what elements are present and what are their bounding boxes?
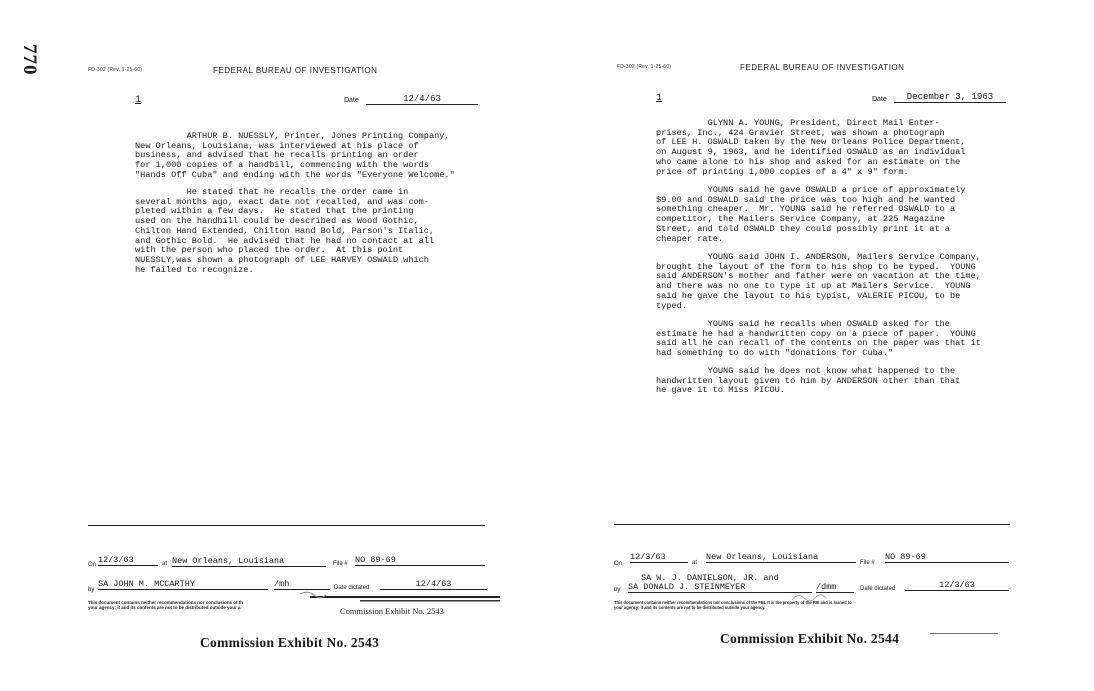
file-number: NO 89-69 xyxy=(355,555,485,566)
file-label: File # xyxy=(860,560,875,566)
agency-header: FEDERAL BUREAU OF INVESTIGATION xyxy=(213,66,378,75)
disclaimer-line: your agency; it and its contents are not to be distributed outside your a xyxy=(88,605,241,610)
location: New Orleans, Louisiana xyxy=(172,556,326,567)
by-label: by xyxy=(88,587,95,593)
page-indicator: 1 xyxy=(656,93,663,104)
file-number: NO 89-69 xyxy=(885,552,1009,563)
date-dictated: 12/4/63 xyxy=(380,579,487,590)
body-paragraph: GLYNN A. YOUNG, President, Direct Mail Enter- prises, Inc., 424 Gravier Street, was shown a photograph of LEE H. OSWALD taken by the New Orleans Police Department, on August 9, 1963, and he identified OSWALD as an individual who came alone to his shop and asked for an estimate on the price of printing 1,000 copies of a 4" x 9" form. xyxy=(656,118,966,177)
page-number: 770 xyxy=(19,44,40,76)
date-dictated-label: Date dictated xyxy=(334,585,370,591)
body-paragraph: YOUNG said he does not know what happened to the handwritten layout given to him by ANDERSON other than that he gave it to Miss PICOU. xyxy=(656,366,961,396)
handwritten-exhibit-note: Commission Exhibit No. 2543 xyxy=(340,606,444,616)
typist-initials: /mh xyxy=(274,579,330,590)
on-label: On xyxy=(88,562,97,568)
body-paragraph: YOUNG said JOHN I. ANDERSON, Mailers Service Company, brought the layout of the form to his shop to be typed. YOUNG said ANDERSON's mother and father were on vacation at the time, and there was no one to type it up at Mailers Service. YOUNG said he gave the layout to his typist, VALERIE PICOU, to be typed. xyxy=(656,252,981,311)
by-label: by xyxy=(614,587,621,593)
form-number: FD-302 (Rev. 1-25-60) xyxy=(617,64,672,70)
agent-name-line1: SA W. J. DANIELSON, JR. and xyxy=(641,573,779,583)
date-dictated-label: Date dictated xyxy=(860,586,896,592)
agency-header: FEDERAL BUREAU OF INVESTIGATION xyxy=(740,63,905,72)
body-paragraph: YOUNG said he gave OSWALD a price of approximately $9.00 and OSWALD said the price was too high and he wanted something cheaper. Mr. YOUNG said he referred OSWALD to a competitor, the Mailers Service Company, at 225 Magazine Street, and told OSWALD they could possibly print it at a cheaper rate. xyxy=(656,185,966,244)
at-label: at xyxy=(162,561,168,567)
at-label: at xyxy=(692,560,698,566)
stray-mark xyxy=(930,633,998,634)
disclaimer-line: your agency; it and its contents are not to be distributed outside your agency. xyxy=(614,605,766,610)
agent-name-line2: SA DONALD J. STEINMEYER xyxy=(628,582,812,593)
on-label: On xyxy=(614,561,623,567)
redaction-strokes xyxy=(300,586,510,616)
report-date: 12/4/63 xyxy=(366,94,478,105)
body-paragraph: YOUNG said he recalls when OSWALD asked for the estimate he had a handwritten copy on a piece of paper. YOUNG said all he can recall of the contents on the paper was that it had something to do with "donations for Cuba." xyxy=(656,319,981,359)
page-indicator: 1 xyxy=(135,95,142,106)
disclaimer-line: This document contains neither recommendations nor conclusions of th xyxy=(88,600,244,605)
file-label: File # xyxy=(333,561,348,567)
divider xyxy=(88,525,485,526)
disclaimer-line: This document contains neither recommendations nor conclusions of the FBI. It is the property of the FBI and is loaned to xyxy=(614,600,852,605)
date-dictated: 12/3/63 xyxy=(905,580,1009,591)
body-paragraph: He stated that he recalls the order came in several months ago, exact date not recalled, and was com- pleted within a few days. He stated that the printing used on the handbill could be described as Wood Gothic, Chilton Hand Extended, Chilton Hand Bold, Parson's Italic, and Gothic Bold. He advised that he had no contact at all with the person who placed the order. At this point NUESSLY,was shown a photograph of LEE HARVEY OSWALD which he failed to recognize. xyxy=(135,187,435,275)
exhibit-caption: Commission Exhibit No. 2543 xyxy=(200,635,380,650)
agent-name: SA JOHN M. MCCARTHY xyxy=(98,579,268,590)
handwritten-scribble xyxy=(790,590,850,606)
date-label: Date xyxy=(344,97,359,104)
divider xyxy=(614,524,1010,525)
body-paragraph: ARTHUR B. NUESSLY, Printer, Jones Printing Company, New Orleans, Louisiana, was interviewed at his place of business, and advised that he recalls printing an order for 1,000 copies of a handbill, commencing with the words "Hands Off Cuba" and ending with the words "Everyone Welcome." xyxy=(135,131,455,180)
form-number: FD-302 (Rev. 1-25-60) xyxy=(88,67,143,73)
report-date: December 3, 1963 xyxy=(894,92,1006,103)
date-label: Date xyxy=(872,96,887,103)
location: New Orleans, Louisiana xyxy=(706,552,856,563)
interview-date: 12/3/63 xyxy=(630,552,688,563)
typist-initials: /dmm xyxy=(816,582,854,593)
interview-date: 12/3/63 xyxy=(98,555,158,566)
exhibit-caption: Commission Exhibit No. 2544 xyxy=(720,631,900,646)
